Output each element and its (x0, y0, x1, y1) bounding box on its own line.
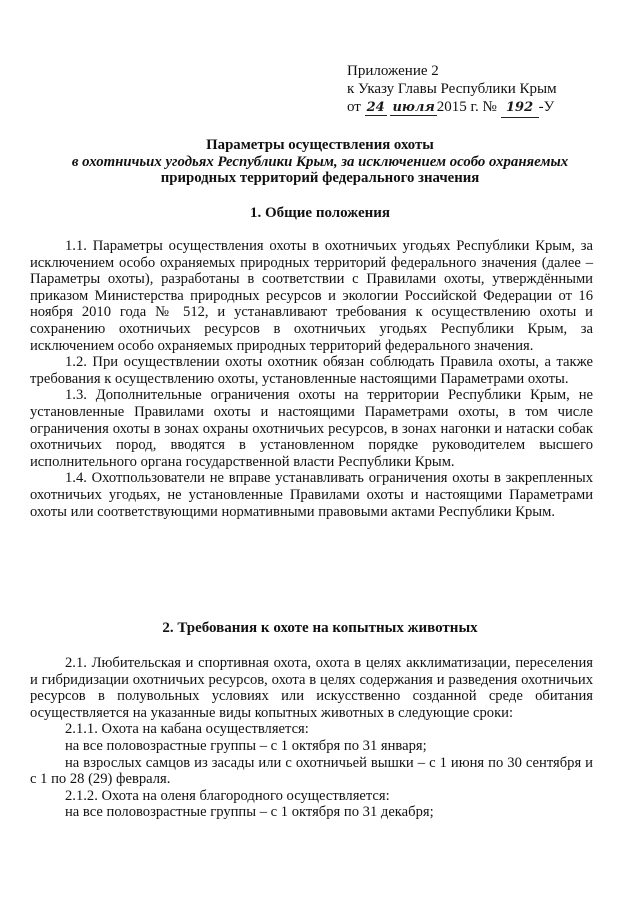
appendix-block (347, 62, 607, 118)
title-line-2: в охотничьих угодьях Республики Крым, за исключением особо охраняемых (71, 153, 569, 170)
paragraph-1-3: 1.3. Дополнительные ограничения охоты на территории Республики Крым, не установленные Правилами охоты и настоящими Параметрами охоты, в том числе ограничения охоты в зонах охраны охотничьих ресурсов, в зонах нагонки и натаски собак охотничьих пород, вводятся в установленном порядке руководителем высшего исполнительного органа государственной власти Республики Крым. (30, 387, 593, 470)
handwritten-day: 24 (366, 100, 385, 115)
title-line-1: Параметры осуществления охоты (206, 137, 434, 153)
appendix-date-line (347, 98, 607, 118)
date-prefix: от (347, 99, 361, 115)
paragraph-2-1-2: 2.1.2. Охота на оленя благородного осуществляется: (65, 787, 390, 804)
section-2-body (30, 655, 593, 821)
appendix-number: Приложение 2 (347, 63, 439, 79)
handwritten-number: 192 (501, 99, 539, 118)
section-1-heading: 1. Общие положения (249, 205, 391, 221)
date-year: 2015 г. № (436, 99, 497, 115)
paragraph-1-1: 1.1. Параметры осуществления охоты в охотничьих угодьях Республики Крым, за исключением особо охраняемых природных территорий федерального значения (далее – Параметры охоты), разработаны в соответствии с Правилами охоты, утверждёнными приказом Министерства природных ресурсов и экологии Российской Федерации от 16 ноября 2010 года № 512, и устанавливают требования к осуществлению охоты и сохранению охотничьих ресурсов в охотничьих угодьях Республики Крым, за исключением особо охраняемых природных территорий федерального значения. (30, 238, 593, 354)
appendix-decree: к Указу Главы Республики Крым (347, 81, 557, 97)
paragraph-boar-all-groups: на все половозрастные группы – с 1 октября по 31 января; (65, 737, 427, 754)
document-title (30, 137, 610, 187)
number-suffix: -У (538, 99, 555, 115)
handwritten-month: июля (392, 100, 435, 115)
title-line-3: природных территорий федерального значения (160, 170, 480, 186)
paragraph-deer-all-groups: на все половозрастные группы – с 1 октября по 31 декабря; (65, 804, 434, 821)
paragraph-boar-males: на взрослых самцов из засады или с охотничьей вышки – с 1 июня по 30 сентября и с 1 по 28 (29) февраля. (30, 754, 593, 788)
paragraph-2-1-1: 2.1.1. Охота на кабана осуществляется: (65, 721, 309, 738)
paragraph-1-2: 1.2. При осуществлении охоты охотник обязан соблюдать Правила охоты, а также требования к осуществлению охоты, установленные настоящими Параметрами охоты. (30, 354, 593, 387)
section-2-heading: 2. Требования к охоте на копытных животных (162, 620, 478, 636)
paragraph-2-1: 2.1. Любительская и спортивная охота, охота в целях акклиматизации, переселения и гибридизации охотничьих ресурсов, охота в целях содержания и разведения охотничьих ресурсов в полувольных условиях или искусственно созданной среде обитания осуществляется на указанные виды копытных животных в следующие сроки: (30, 655, 593, 721)
paragraph-1-4: 1.4. Охотпользователи не вправе устанавливать ограничения охоты в закрепленных охотничьих угодьях, не установленные Правилами охоты и настоящими Параметрами охоты или соответствующими нормативными правовыми актами Республики Крым. (30, 470, 593, 520)
section-1-body (30, 238, 593, 520)
